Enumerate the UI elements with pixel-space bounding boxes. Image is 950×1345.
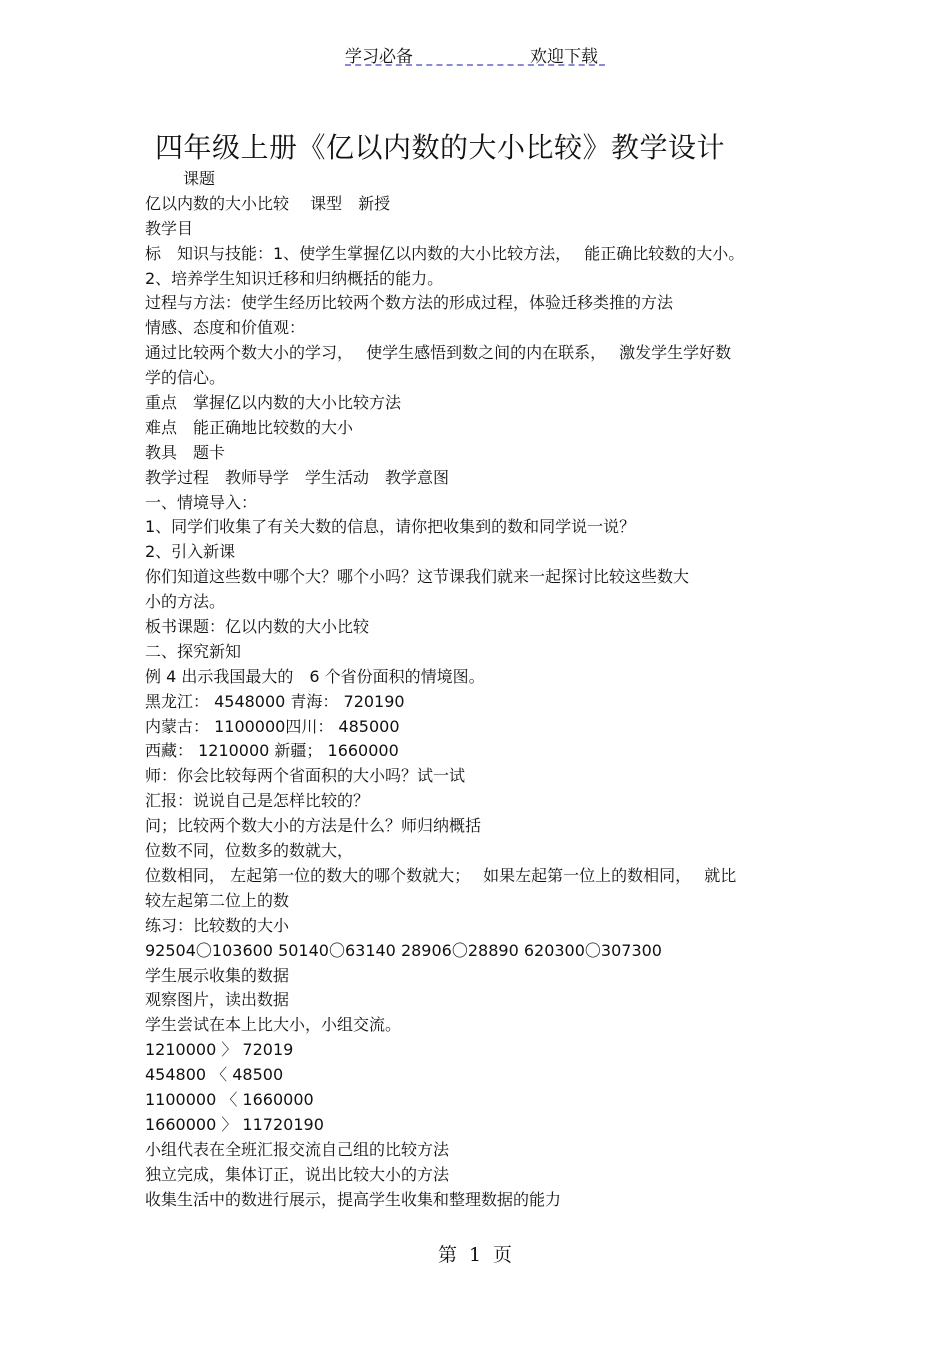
header-right-text: 欢迎下载 — [530, 47, 598, 67]
text-line: 教学过程 教师导学 学生活动 教学意图 — [145, 467, 450, 487]
text-line: 练习：比较数的大小 — [145, 915, 290, 935]
text-line: 师：你会比较每两个省面积的大小吗？试一试 — [145, 766, 466, 786]
text-line: 亿以内数的大小比较 课型 新授 — [145, 193, 391, 213]
text-line: 1660000 〉 11720190 — [145, 1114, 324, 1134]
text-line: 重点 掌握亿以内数的大小比较方法 — [145, 393, 402, 413]
text-line: 1210000 〉 72019 — [145, 1040, 294, 1060]
text-line: 情感、态度和价值观： — [145, 318, 306, 338]
text-line: 收集生活中的数进行展示，提高学生收集和整理数据的能力 — [145, 1189, 562, 1209]
text-line: 1100000 〈 1660000 — [145, 1089, 314, 1109]
text-line: 例 4 出示我国最大的 6 个省份面积的情境图。 — [145, 666, 485, 686]
page-number: 1 — [468, 1244, 482, 1266]
text-line: 教学目 — [145, 218, 194, 238]
text-line: 学的信心。 — [145, 368, 226, 388]
page-footer — [0, 1240, 950, 1267]
text-line: 位数相同， 左起第一位的数大的哪个数就大； 如果左起第一位上的数相同， 就比 — [145, 865, 737, 885]
page-number-suffix: 页 — [493, 1244, 513, 1266]
page-header — [0, 40, 950, 70]
text-line: 454800 〈 48500 — [145, 1065, 284, 1085]
text-line: 2、培养学生知识迁移和归纳概括的能力。 — [145, 268, 444, 288]
page-number-prefix: 第 — [437, 1244, 457, 1266]
text-line: 通过比较两个数大小的学习， 使学生感悟到数之间的内在联系， 激发学生学好数 — [145, 343, 732, 363]
text-line: 1、同学们收集了有关大数的信息，请你把收集到的数和同学说一说？ — [145, 517, 636, 537]
document-body — [145, 167, 825, 1212]
text-line: 黑龙江： 4548000 青海： 720190 — [145, 691, 405, 711]
text-line: 学生展示收集的数据 — [145, 965, 290, 985]
text-line: 位数不同，位数多的数就大， — [145, 841, 354, 861]
header-dashed-rule — [345, 64, 605, 66]
text-line: 教具 题卡 — [145, 442, 226, 462]
text-line: 标 知识与技能：1、使学生掌握亿以内数的大小比较方法， 能正确比较数的大小。 — [145, 243, 745, 263]
text-line: 观察图片，读出数据 — [145, 990, 290, 1010]
text-line: 独立完成，集体订正，说出比较大小的方法 — [145, 1164, 450, 1184]
text-line: 课题 — [183, 169, 216, 188]
text-line: 小组代表在全班汇报交流自己组的比较方法 — [145, 1139, 450, 1159]
text-line: 汇报：说说自己是怎样比较的？ — [145, 791, 370, 811]
text-line: 板书课题：亿以内数的大小比较 — [145, 617, 370, 637]
text-line: 问；比较两个数大小的方法是什么？师归纳概括 — [145, 816, 482, 836]
text-line: 2、引入新课 — [145, 542, 236, 562]
text-line: 过程与方法：使学生经历比较两个数方法的形成过程，体验迁移类推的方法 — [145, 293, 674, 313]
document-title: 四年级上册《亿以内数的大小比较》教学设计 — [155, 131, 726, 164]
header-left-text: 学习必备 — [345, 47, 413, 67]
text-line: 西藏： 1210000 新疆； 1660000 — [145, 741, 399, 761]
text-line: 二、探究新知 — [145, 641, 242, 661]
text-line: 92504〇103600 50140〇63140 28906〇28890 620300〇307300 — [145, 940, 662, 960]
text-line: 学生尝试在本上比大小，小组交流。 — [145, 1015, 402, 1035]
text-line: 内蒙古： 1100000四川： 485000 — [145, 716, 400, 736]
text-line: 一、情境导入： — [145, 492, 258, 512]
text-line: 难点 能正确地比较数的大小 — [145, 417, 354, 437]
text-line: 你们知道这些数中哪个大？哪个小吗？这节课我们就来一起探讨比较这些数大 — [145, 567, 690, 587]
text-line: 较左起第二位上的数 — [145, 890, 290, 910]
text-line: 小的方法。 — [145, 592, 226, 612]
